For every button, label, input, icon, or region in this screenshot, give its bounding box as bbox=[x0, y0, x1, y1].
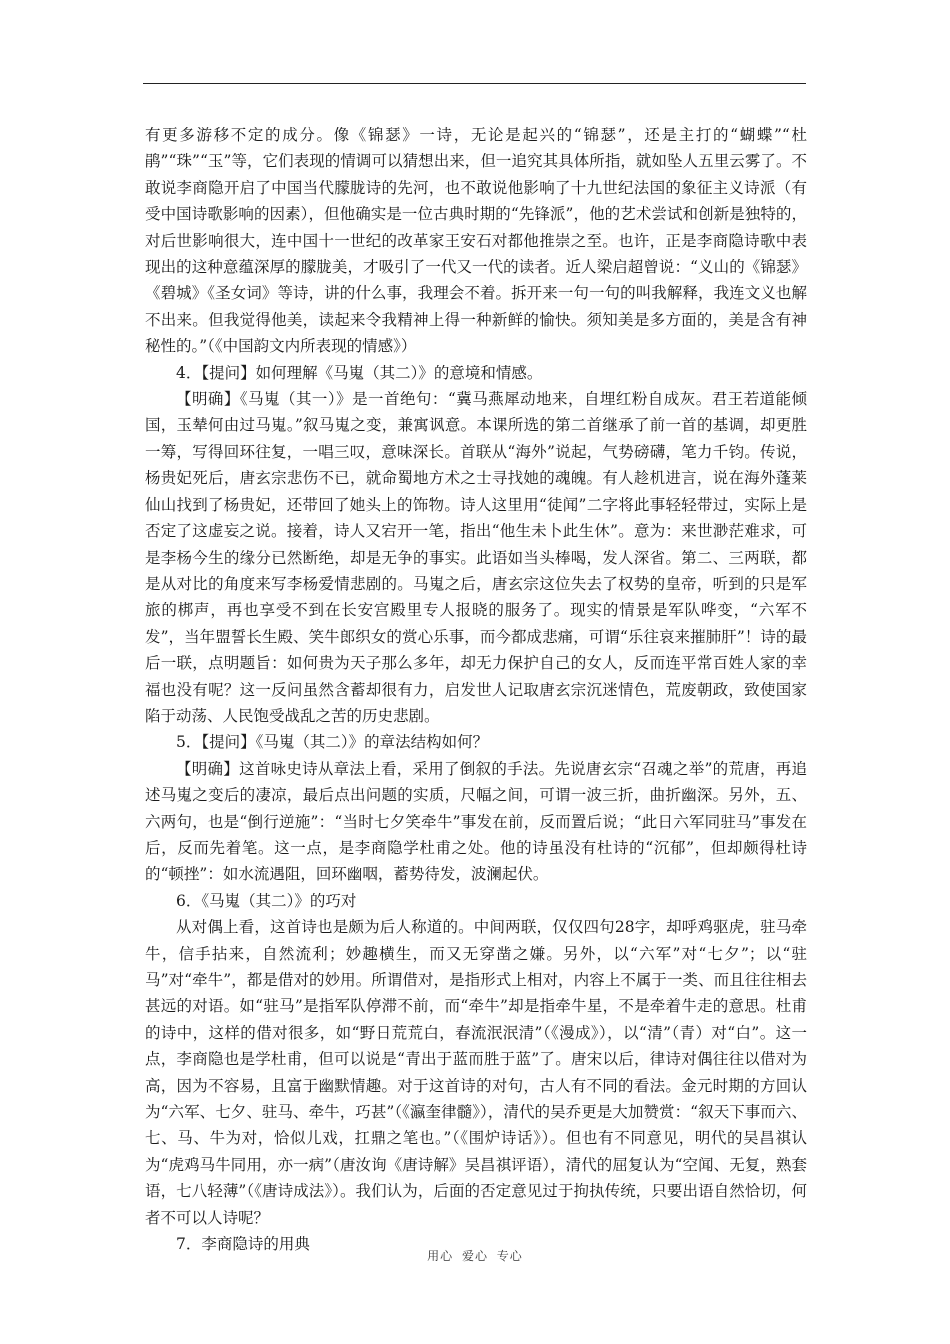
main-text bbox=[145, 122, 807, 1257]
paragraph-continuation: 有更多游移不定的成分。像《锦瑟》一诗，无论是起兴的“锦瑟”，还是主打的“蝴蝶”“杜鹃”“珠”“玉”等，它们表现的情调可以猜想出来，但一追究其具体所指，就如坠人五里云雾了。不敢说李商隐开启了中国当代朦胧诗的先河，也不敢说他影响了十九世纪法国的象征主义诗派（有受中国诗歌影响的因素），但他确实是一位古典时期的“先锋派”，他的艺术尝试和创新是独特的，对后世影响很大，连中国十一世纪的改革家王安石对都他推崇之至。也许，正是李商隐诗歌中表现出的这种意蕴深厚的朦胧美，才吸引了一代又一代的读者。近人梁启超曾说：“义山的《锦瑟》《碧城》《圣女词》等诗，讲的什么事，我理会不着。拆开来一句一句的叫我解释，我连文义也解不出来。但我觉得他美，读起来令我精神上得一种新鲜的愉快。须知美是多方面的，美是含有神秘性的。”（《中国韵文内所表现的情感》） bbox=[145, 126, 807, 356]
question-5: 5．【提问】《马嵬（其二）》的章法结构如何？ bbox=[176, 733, 489, 752]
paragraph-6: 从对偶上看，这首诗也是颇为后人称道的。中间两联，仅仅四句28字，却呼鸡驱虎，驻马牵牛，信手拈来，自然流利；妙趣横生，而又无穿凿之嫌。另外，以“六军”对“七夕”；以“驻马”对“牵牛”，都是借对的妙用。所谓借对，是指形式上相对，内容上不属于一类、而且往往相去甚远的对语。如“驻马”是指军队停滞不前，而“牵牛”却是指牵牛星，不是牵着牛走的意思。杜甫的诗中，这样的借对很多，如“野日荒荒白，春流泯泯清”（《漫成》），以“清”（青）对“白”。这一点，李商隐也是学杜甫，但可以说是“青出于蓝而胜于蓝”了。唐宋以后，律诗对偶往往以借对为高，因为不容易，且富于幽默情趣。对于这首诗的对句，古人有不同的看法。金元时期的方回认为“六军、七夕、驻马、牵牛，巧甚”（《瀛奎律髓》），清代的吴乔更是大加赞赏：“叙天下事而六、七、马、牛为对，恰似儿戏，扛鼎之笔也。”（《围炉诗话》）。但也有不同意见，明代的吴昌祺认为“虎鸡马牛同用，亦一病”（唐汝询《唐诗解》吴昌祺评语），清代的屈复认为“空闻、无复，熟套语，七八轻薄”（《唐诗成法》）。我们认为，后面的否定意见过于拘执传统，只要出语自然恰切，何者不可以人诗呢？ bbox=[145, 918, 807, 1227]
header-rule bbox=[143, 83, 806, 84]
question-4: 4．【提问】如何理解《马嵬（其二）》的意境和情感。 bbox=[176, 363, 543, 382]
answer-5: 【明确】这首咏史诗从章法上看，采用了倒叙的手法。先说唐玄宗“召魂之举”的荒唐，再追述马嵬之变后的凄凉，最后点出问题的实质，尺幅之间，可谓一波三折，曲折幽深。另外，五、六两句，也是“倒行逆施”：“当时七夕笑牵牛”事发在前，反而置后说；“此日六军同驻马”事发在后，反而先着笔。这一点，是李商隐学杜甫之处。他的诗虽没有杜诗的“沉郁”，但却颇得杜诗的“顿挫”：如水流遇阻，回环幽咽，蓄势待发，波澜起伏。 bbox=[145, 759, 807, 884]
heading-6: 6．《马嵬（其二）》的巧对 bbox=[176, 891, 357, 910]
page-footer: 用心 爱心 专心 bbox=[427, 1249, 523, 1263]
heading-7: 7．李商隐诗的用典 bbox=[176, 1235, 310, 1254]
answer-4: 【明确】《马嵬（其一）》是一首绝句：“冀马燕犀动地来，自埋红粉自成灰。君王若道能倾国，玉辇何由过马嵬。”叙马嵬之变，兼寓讽意。本课所选的第二首继承了前一首的基调，却更胜一筹，写得回环往复，一唱三叹，意味深长。首联从“海外”说起，气势磅礴，笔力千钧。传说，杨贵妃死后，唐玄宗悲伤不已，就命蜀地方术之士寻找她的魂魄。有人趁机进言，说在海外蓬莱仙山找到了杨贵妃，还带回了她头上的饰物。诗人这里用“徒闻”二字将此事轻轻带过，实际上是否定了这虚妄之说。接着，诗人又宕开一笔，指出“他生未卜此生休”。意为：来世渺茫难求，可是李杨今生的缘分已然断绝，却是无争的事实。此语如当头棒喝，发人深省。第二、三两联，都是从对比的角度来写李杨爱情悲剧的。马嵬之后，唐玄宗这位失去了权势的皇帝，听到的只是军旅的梆声，再也享受不到在长安宫殿里专人报晓的服务了。现实的情景是军队哗变，“六军不发”，当年盟誓长生殿、笑牛郎织女的赏心乐事，而今都成悲痛，可谓“乐往哀来摧肺肝”！诗的最后一联，点明题旨：如何贵为天子那么多年，却无力保护自己的女人，反而连平常百姓人家的幸福也没有呢？这一反问虽然含蓄却很有力，启发世人记取唐玄宗沉迷情色，荒废朝政，致使国家陷于动荡、人民饱受战乱之苦的历史悲剧。 bbox=[145, 390, 807, 725]
